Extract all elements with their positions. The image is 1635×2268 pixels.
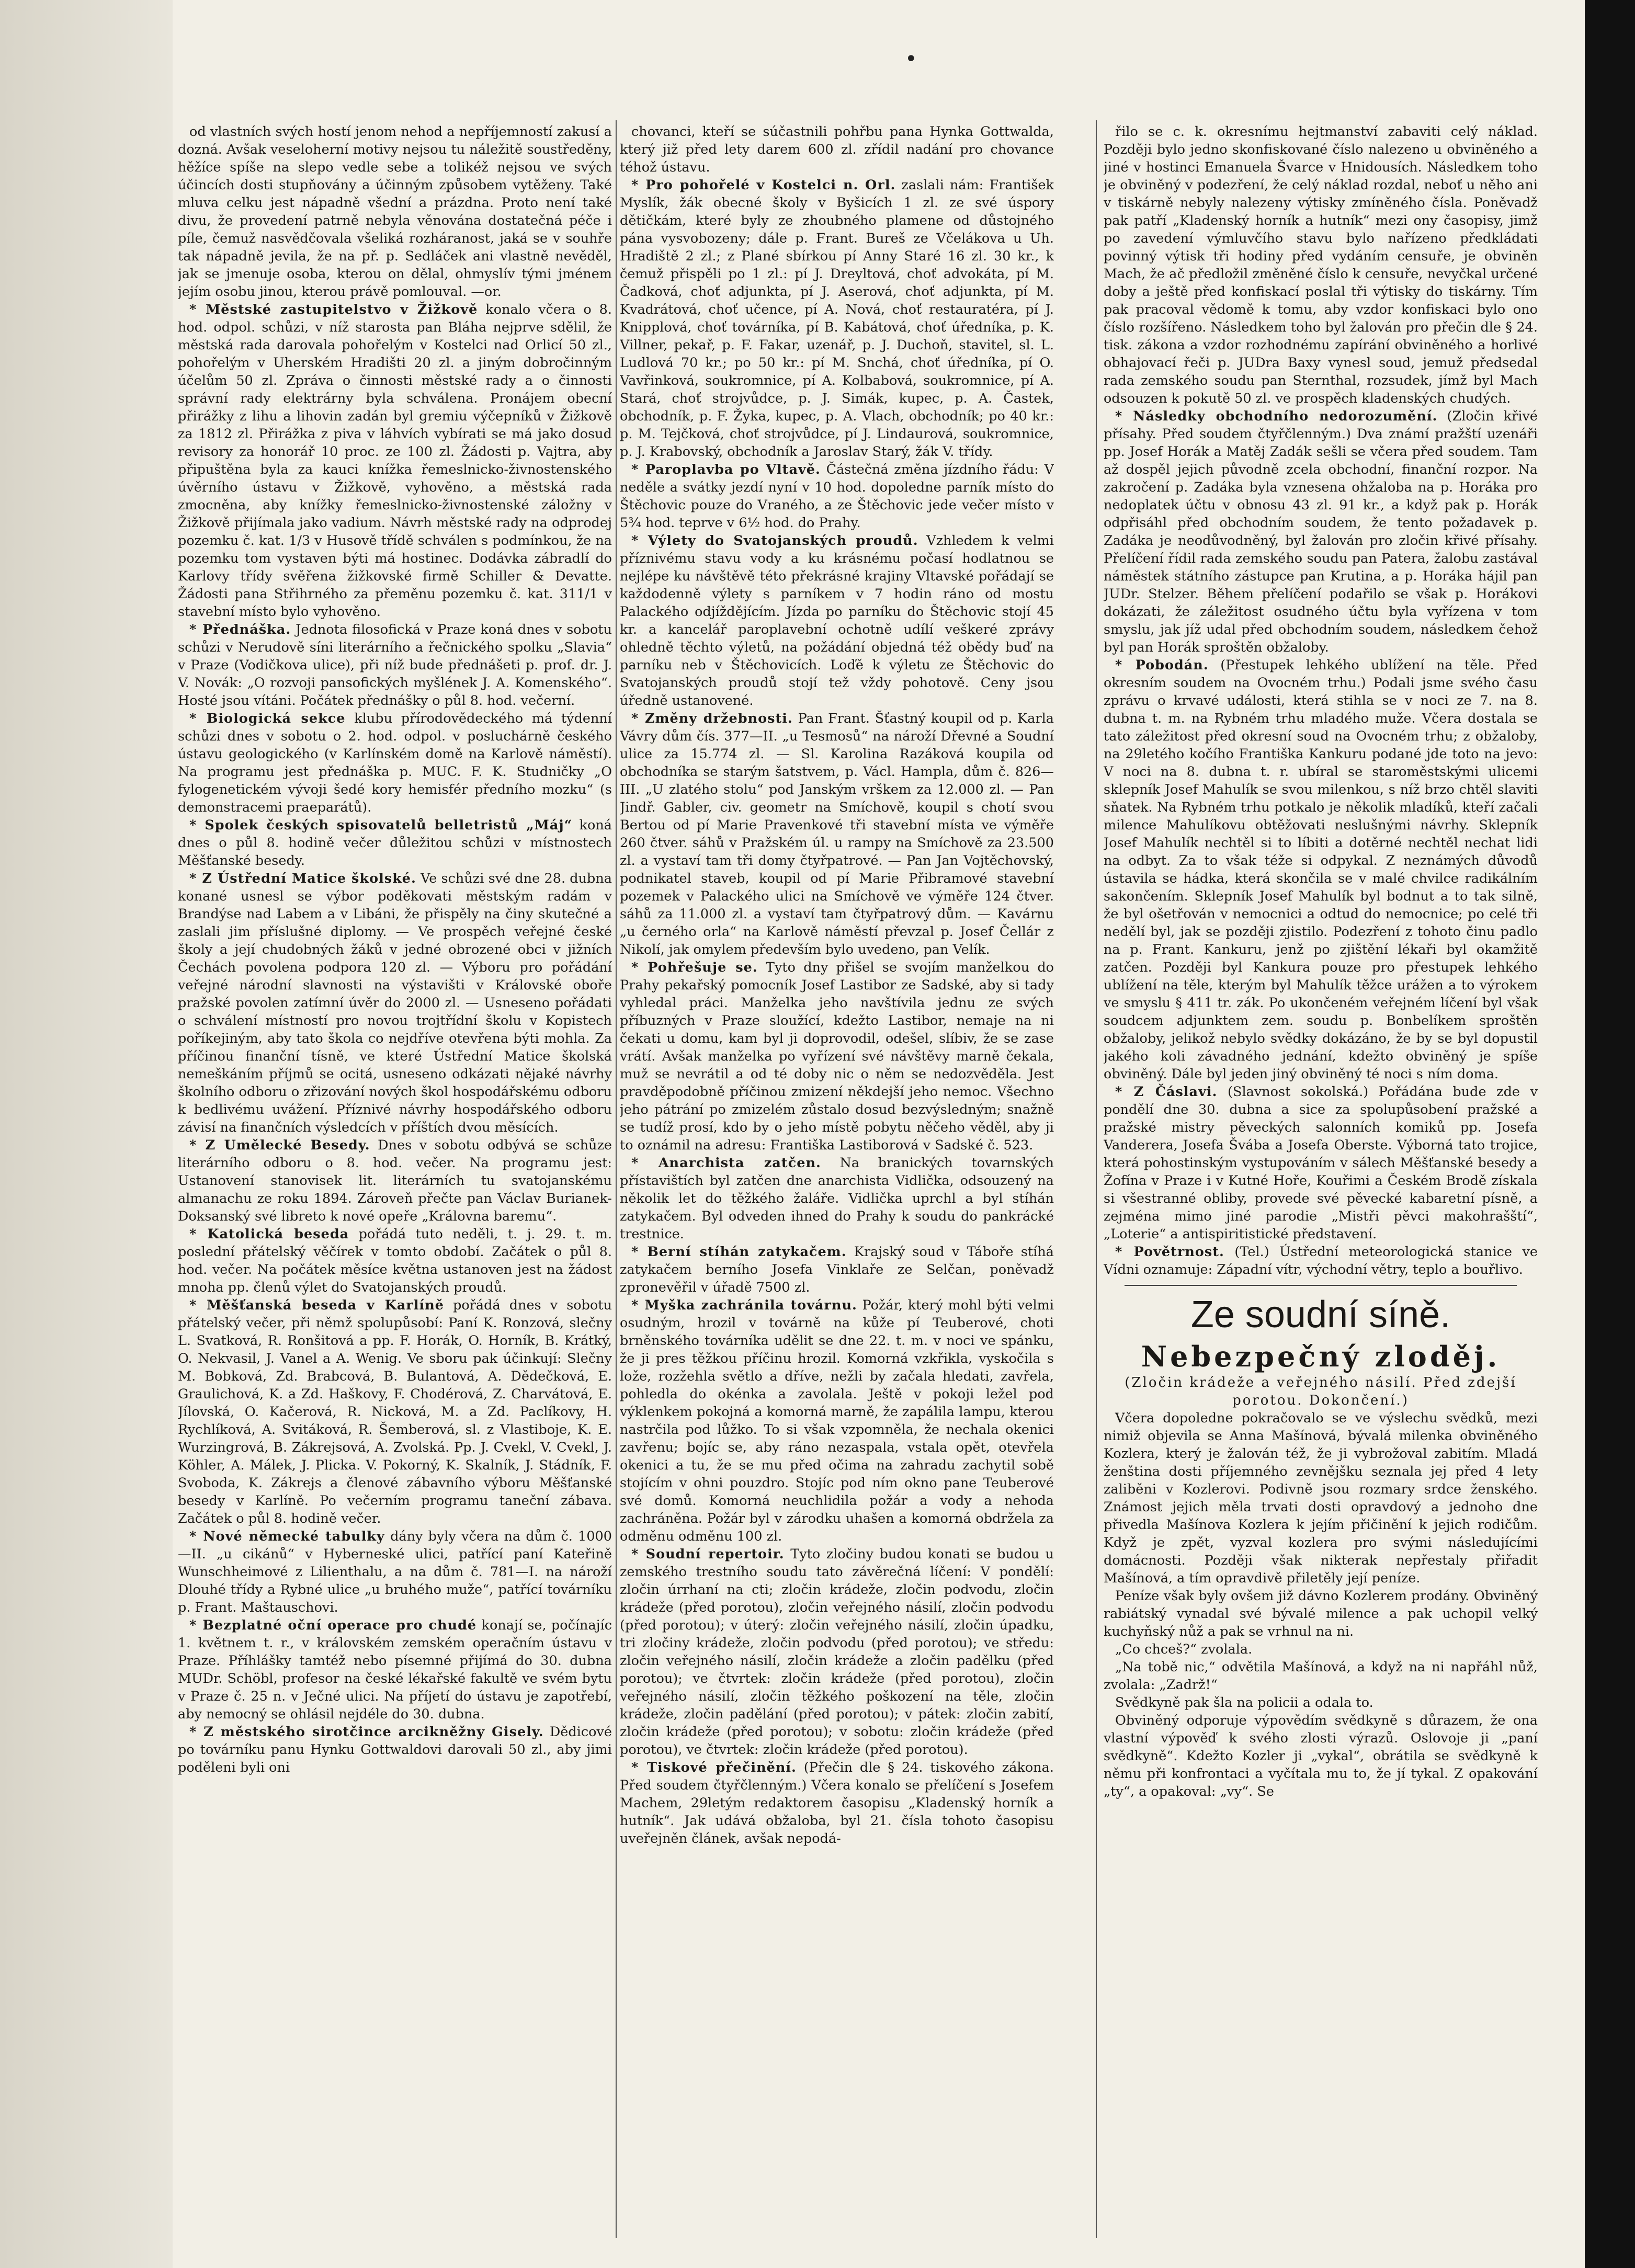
news-item-text: (Slavnost sokolská.) Pořádána bude zde v pondělí dne 30. dubna a sice za spolupůsobení pražské a pražské mistry pěveckých salonních komiků pp. Josefa Vanderera, Josefa Švába a Josefa Oberste. Výborná tato trojice, která pohostinským vystupováním v sálech Měšťanské besedy a Žofína v Praze i v Kutné Hoře, Kouřimi a Českém Brodě získala si všestranné obliby, provede své pěvecké kabaretní písně, a zejména mimo jiné parodie „Mistři pěvci makohrašští“, „Loterie“ a antispiritistické představení. — [1104, 1084, 1538, 1242]
news-item-paragraph — [178, 1616, 612, 1723]
news-item-headline: * Měšťanská beseda v Karlíně — [189, 1297, 444, 1313]
news-item-paragraph — [620, 1759, 1054, 1848]
court-subheading: (Zločin krádeže a veřejného násilí. Před zdejší porotou. Dokončení.) — [1125, 1375, 1517, 1408]
page-binding-edge — [0, 0, 173, 2268]
column-3 — [1104, 123, 1538, 2236]
news-item-paragraph — [620, 123, 1054, 176]
news-item-headline: * Z Ústřední Matice školské. — [189, 871, 416, 886]
news-item-paragraph — [178, 1225, 612, 1296]
news-item — [620, 532, 1054, 710]
news-item-paragraph — [178, 621, 612, 710]
news-item-paragraph — [178, 1723, 612, 1776]
news-item — [620, 1545, 1054, 1759]
news-item — [620, 959, 1054, 1154]
news-item — [178, 1296, 612, 1528]
news-item-paragraph — [1104, 123, 1538, 407]
news-item-paragraph — [620, 461, 1054, 532]
court-paragraph: Peníze však byly ovšem již dávno Kozlerem prodány. Obviněný rabiátský vynadal své bývalé milence a pak uchopil velký kuchyňský nůž a pak se vrhnul na ni. — [1104, 1588, 1538, 1639]
court-paragraph: Včera dopoledne pokračovalo se ve výslechu svědků, mezi nimiž objevila se Anna Mašínová, bývalá milenka obviněného Kozlera, který je žalován též, že ji vybrožoval zabitím. Mladá ženština dosti příjemného zevnějšku seznala jej před 4 lety zaliběni v Kozlerovi. Podivně jsou rozmary srdce ženského. Známost jejich měla trvati dosti opravdový a jednoho dne přivedla Mašínova Kozlera k jejím přičinění k jejich rodičům. Když je zpět, vyzval kozlera pro svými následujícími domácnosti. Později však nikterak nepřestaly přiřadit Mašínová, a tím opravdivě přiletěly její peníze. — [1104, 1410, 1538, 1586]
news-item-text: (Přestupek lehkého ublížení na těle. Před okresním soudem na Ovocném trhu.) Podali jsme svého času zprávu o krvavé události, která stihla se v noci ze 7. na 8. dubna t. m. na Rybném trhu mladého muže. Včera dostala se tato záležitost před okresní soud na Ovocném trhu; z obžaloby, na 29letého kočího Františka Kankuru podané jde toto na jevo: V noci na 8. dubna t. r. ubíral se staroměstskými ulicemi sklepník Josef Mahulík se svou milenkou, s níž brzo chtěl slaviti sňatek. Na Rybném trhu potkalo je několik mladíků, kteří začali milence Mahulíkovu obtěžovati neslušnými návrhy. Sklepník Josef Mahulík nechtěl si to líbiti a dotěrné nechtěl nechat lidi na odbyt. Za to však téže si odpykal. Z neznámých důvodů ústavila se hádka, která skončila se v malé chvilce radikálním sakončením. Sklepník Josef Mahulík byl bodnut a to tak silně, že byl ošetřován v nemocnici a odtud do nemocnice; po celé tři nedělí byl, jak se později zjistilo. Podezření z tohoto činu padlo na p. Frant. Kankuru, jenž po zjištění lékaři byl okamžitě zatčen. Později byl Kankura pouze pro přestupek lehkého ublížení na těle, kterým byl Mahulík těžce urážen a to výrokem ve smyslu § 411 tr. zák. Po ukončeném veřejném líčení byl však soudcem adjunktem zem. soudu p. Bonbelíkem sproštěn obžaloby, jelikož nebylo svědky dokázáno, že by se byl dopustil jakého koli závadného jednání, kdežto obviněný je spíše obviněný. Dále byl jeden jiný obviněný té noci s ním doma. — [1104, 657, 1538, 1082]
news-item-paragraph — [620, 532, 1054, 710]
news-item-headline: * Soudní repertoir. — [631, 1546, 785, 1562]
news-item-headline: * Z městského sirotčince arcikněžny Gisely. — [189, 1724, 544, 1740]
news-item-headline: * Přednáška. — [189, 622, 291, 637]
news-item-text: od vlastních svých hostí jenom nehod a nepříjemností zakusí a dozná. Avšak veseloherní motivy nejsou tu náležitě soustředěny, hěžíce spíše na slepo vedle sebe a tolikéž nejsou ve svých účincích dosti stupňovány a účinným způsobem vytěženy. Také mluva celku jest nápadně všední a prázdna. Proto není také divu, že provedení patrně nebyla věnována dostatečná péče i píle, čemuž nasvědčovala všeliká rozháranost, jaká se v souhře tak nápadně jevila, že na př. p. Sedláček ani vlastně nevěděl, jak se jmenuje osoba, kterou on dělal, ohmyslív tými jménem jejím osobu jinou, kterou právě pomlouval. —or. — [178, 124, 612, 300]
news-item-text: koná dnes o půl 8. hodině večer důležitou schůzi v místnostech Měšťanské besedy. — [178, 817, 612, 869]
news-item-text: Ve schůzi své dne 28. dubna konané usnesl se výbor poděkovati městským radám v Brandýse nad Labem a v Libáni, že přispěly na činy skutečné a zaslali jim příslušné diplomy. — Ve prospěch veřejné české školy a její chudobných žáků v jedné obrozené obci v jižních Čechách povolena podpora 120 zl. — Výboru pro pořádání veřejné národní slavnosti na výstavišti v Královské oboře pražské povolen zatímní úvěr do 2000 zl. — Usneseno pořádati o schválení místností pro novou trojtřídní školu v Kopistech poříkejiným, aby tato škola co nejdříve otevřena býti mohla. Za příčinou finanční tísně, ve které Ústřední Matice školská nemeškáním příjmů se ocitá, usneseno odkázati nějaké návrhy školního odboru o zřizování nových škol hospodářskému odboru k bedlivému uvážení. Příznivé návrhy hospodářského odboru závisí na finančních výsledcích v příštích dvou měsících. — [178, 871, 612, 1135]
news-item-paragraph — [178, 870, 612, 1136]
news-item — [178, 710, 612, 816]
news-item-paragraph — [1104, 1083, 1538, 1243]
news-item — [620, 461, 1054, 532]
court-paragraph: „Na tobě nic,“ odvětila Mašínová, a když na ni napřáhl nůž, zvolala: „Zadrž!“ — [1104, 1659, 1538, 1693]
news-item-headline: * Berní stíhán zatykačem. — [631, 1244, 847, 1260]
news-item-paragraph — [178, 710, 612, 816]
news-item-paragraph — [620, 1296, 1054, 1545]
column-rule — [616, 120, 617, 2238]
news-item-paragraph — [178, 816, 612, 870]
news-item-text: Částečná změna jízdního řádu: V neděle a svátky jezdí nyní v 10 hod. dopoledne parník místo do Štěchovic pouze do Vraného, a ze Štěchovic jede večer místo v 5¾ hod. teprve v 6½ hod. do Prahy. — [620, 462, 1054, 531]
news-item — [1104, 656, 1538, 1083]
news-item-paragraph — [620, 959, 1054, 1154]
news-item-paragraph — [1104, 1243, 1538, 1279]
news-item — [178, 123, 612, 301]
news-item-headline: * Nové německé tabulky — [189, 1529, 385, 1544]
news-item-headline: * Povětrnost. — [1115, 1244, 1224, 1260]
column-rule — [1096, 120, 1097, 2238]
news-item-text: pořádá dnes v sobotu přátelský večer, při němž spolupůsobí: Paní K. Ronzová, slečny L. Svatková, R. Ronšitová a pp. F. Horák, O. Horník, B. Krátký, O. Nekvasil, J. Vanel a A. Wenig. Ve sboru pak účinkují: Slečny M. Bobková, Zd. Brabcová, B. Bulantová, A. Dědečková, E. Graulichová, K. a Zd. Haškovy, F. Chodérová, Z. Charvátová, E. Jílovská, O. Kačerová, R. Nicková, M. a Zd. Paclíkovy, H. Rychlíková, A. Svitáková, R. Šemberová, sl. z Vlastiboje, K. E. Wurzingrová, B. Zákrejsová, A. Zvolská. Pp. J. Cvekl, V. Cvekl, J. Köhler, A. Málek, J. Plicka. V. Pokorný, K. Skalník, J. Stádník, F. Svoboda, K. Zákrejs a členové zábavního výboru Měšťanské besedy v Karlíně. Po večerním programu taneční zábava. Začátek o půl 8. hodině večer. — [178, 1297, 612, 1526]
news-item — [178, 870, 612, 1136]
news-item-headline: * Následky obchodního nedorozumění. — [1115, 408, 1438, 424]
news-item — [178, 1616, 612, 1723]
news-item-paragraph — [1104, 407, 1538, 656]
news-item-paragraph — [620, 1243, 1054, 1296]
news-item — [620, 710, 1054, 959]
news-item-headline: * Spolek českých spisovatelů belletristů „Máj“ — [189, 817, 573, 833]
news-item-text: Tyto dny přišel se svojím manželkou do Prahy pekařský pomocník Josef Lastibor ze Sadské, aby si tady vyhledal práci. Manželka jeho navštívila jednu ze svých příbuzných v Praze sloužící, kdežto Lastibor, nemaje na ni čekati u domu, kam byl ji doprovodil, odešel, slíbiv, že se zase vrátí. Avšak manželka po vyřízení své návštěvy marně čekala, muž se nevrátil a od té doby nic o něm se nedozvěděla. Jest pravděpodobně příčinou zmizení někdejší jeho nemoc. Všechno jeho pátrání po zmizelém zůstalo dosud bezvýsledným; snažně se tudíž prosí, kdo by o jeho místě pobytu něčeho věděl, aby ji to oznámil na adresu: Františka Lastiborová v Sadské č. 523. — [620, 960, 1054, 1153]
news-item-headline: * Z Umělecké Besedy. — [189, 1137, 370, 1153]
section-divider — [1125, 1285, 1517, 1286]
court-article-body — [1104, 1409, 1538, 1800]
page-mark: • — [905, 47, 917, 71]
news-item — [620, 1296, 1054, 1545]
news-item-paragraph — [620, 710, 1054, 959]
news-item-text: Vzhledem k velmi příznivému stavu vody a ku krásnému počasí hodlatnou se nejlépe ku návštěvě této překrásné krajiny Vltavské pořádají se každodenně výlety s parníkem v 7 hodin ráno od mostu Palackého odjíždějícím. Jízda po parníku do Štěchovic stojí 45 kr. a kancelář paroplavební ochotně udílí veškeré zprávy ohledně těchto výletů, na požádání objedná též obědy buď na parníku neb v Štěchovicích. Loďě k výletu ze Štěchovic do Svatojanských proudů stojí tež vždy pohotově. Ceny jsou úředně ustanovené. — [620, 533, 1054, 709]
news-item-headline: * Tiskové přečinění. — [631, 1760, 797, 1775]
section-title: Ze soudní síně. — [1190, 1294, 1451, 1336]
news-item — [1104, 407, 1538, 656]
news-item-text: Dědicové po továrníku panu Hynku Gottwaldovi darovali 50 zl., aby jimi poděleni byli oni — [178, 1724, 612, 1775]
news-item-text: (Tel.) Ústřední meteorologická stanice ve Vídni oznamuje: Západní vítr, východní větry, teplo a bouřlivo. — [1104, 1244, 1538, 1278]
court-paragraph: Obviněný odporuje výpovědím svědkyně s důrazem, že ona vlastní výpověď k svého zlosti výrazů. Oslovoje ji „paní svědkyně“. Kdežto Kozler ji „vykal“, obrátila se svědkyně k němu při konfrontaci a vyčítala mu to, že jí tykal. Z opakování „ty“, a opakoval: „vy“. Se — [1104, 1713, 1538, 1799]
news-item-headline: * Pobodán. — [1115, 657, 1209, 673]
news-item-text: Požár, který mohl býti velmi osudným, hrozil v továrně na kůže pí Teuberové, choti brněnského továrníka udělit se dne 22. t. m. v noci ve spánku, že ji pres těžkou příčinu hrozil. Komorná vzkřikla, vyskočila s lože, rozžehla světlo a dříve, nežli by začala hledati, zavřela, pohledla do okénka a zavolala. Ještě v pokoji ležel pod výklenkem pokojná a komorná marně, že zapálila lampu, kterou nastrčila pod lůžko. To si však vzpomněla, že nechala okenici zavřenu; bojíc se, aby ráno nezaspala, vstala opět, otevřela okenici a tu, že se mu před očima na zahradu zachytil sobě stojícím v ohni pouzdro. Stojíc pod ním okno pane Teuberové své domů. Komorná neuchlidila požár a vody a nehoda zachráněna. Požár byl v zárodku uhašen a komorná obdržela za odměnu odměnu 100 zl. — [620, 1297, 1054, 1544]
news-item-headline: * Změny držebnosti. — [631, 711, 793, 726]
news-item-paragraph — [178, 1136, 612, 1225]
news-item-text: (Zločin křivé přísahy. Před soudem čtyřčlenným.) Dva známí pražští uzenáři pp. Josef Horák a Matěj Zadák sešli se včera před soudem. Tam až dospěl jejich původně zcela obchodní, finanční rozpor. Na zakročení p. Zadáka byla vznesena ohžaloba na p. Horáka pro nedoplatek účtu v obnosu 43 zl. 91 kr., a když pak p. Horák odpřisáhl před obchodním soudem, že tento požadavek p. Zadáka je neodůvodněný, byl žalován pro zločin křivé přísahy. Přelíčení řídil rada zemského soudu pan Patera, žalobu zastával náměstek státního zástupce pan Krutina, a p. Horáka hájil pan JUDr. Stelzer. Během přelíčení podařilo se však p. Horákovi dokázati, že záležitost osudného účtu byla vyřízena v tom smyslu, jak jíž udal před obchodním soudem, následkem čehož byl pan Horák sproštěn obžaloby. — [1104, 408, 1538, 655]
news-item — [178, 816, 612, 870]
news-item-paragraph — [178, 1528, 612, 1616]
news-item — [178, 621, 612, 710]
news-item-headline: * Myška zachránila továrnu. — [631, 1297, 857, 1313]
court-headline: Nebezpečný zloděj. — [1141, 1340, 1501, 1373]
news-item — [178, 301, 612, 621]
news-item-text: konají se, počínajíc 1. květnem t. r., v královském zemském operačním ústavu v Praze. Příhlášky tamtéž nebo písemné přijímá do 30. dubna MUDr. Schöbl, profesor na české lékařské fakultě ve svém bytu v Praze č. 25 n. v Ječné ulici. Na příjetí do ústavu je zapotřebí, aby nemocný se ohlásil nejdéle do 30. dubna. — [178, 1617, 612, 1722]
news-item — [178, 1528, 612, 1616]
news-item-text: konalo včera o 8. hod. odpol. schůzi, v níž starosta pan Bláha nejprve sdělil, že městská rada darovala pohořelým v Kostelci nad Orlicí 50 zl., pohořelým v Uherském Hradišti 20 zl. a jiným dobročinným účelům 50 zl. Zpráva o činnosti městské rady a o činnosti správní rady elektrárny byla schválena. Pronájem obecní přirážky z lihu a lihovin zadán byl gremiu výčepníků v Žižkově za 1812 zl. Přirážka z piva v láhvích vybírati se má jako dosud revisory za honorář 10 proc. ze 100 zl. Žádosti p. Vajtra, aby připuštěna byla za kauci knížka řemeslnicko-živnostenského úvěrního ústavu v Žižkově, vyhověno, a městská rada zmocněna, aby knížky řemeslnicko-živnostenské záložny v Žižkově přijímala jako vadium. Návrh městské rady na odprodej pozemku č. kat. 1/3 v Husově třídě schválen s podmínkou, že na pozemku tom vystaven býti má hostinec. Dodávka zábradlí do Karlovy třídy svěřena žižkovské firmě Schiller & Devatte. Žádosti pana Střihrného za přeměnu pozemku č. kat. 311/1 v stavební místo bylo vyhověno. — [178, 302, 612, 620]
news-item-headline: * Z Čáslavi. — [1115, 1084, 1218, 1100]
news-item-text: Jednota filosofická v Praze koná dnes v sobotu schůzi v Nerudově síni literárního a řečnického spolku „Slavia“ v Praze (Vodičkova ulice), při níž bude přednášeti p. prof. dr. J. V. Novák: „O rozvoji pansofických myšlének J. A. Komenského“. Hosté jsou vítáni. Počátek přednášky o půl 8. hod. večerní. — [178, 622, 612, 709]
news-item — [1104, 123, 1538, 407]
news-item-text: řilo se c. k. okresnímu hejtmanství zabaviti celý náklad. Později bylo jedno skonfiskované číslo nalezeno u obviněného a jiné v hostinci Emanuela Švarce v Hnidousích. Následkem toho je obviněný v podezření, že celý náklad rozdal, neboť u něho ani v tiskárně nebyly nalezeny výtisky zmíněného čísla. Poněvadž pak patří „Kladenský horník a hutník“ mezi ony časopisy, jimž po zavedení výmluvčího stavu bylo nařízeno předkládati povinný výtisk tři hodiny před vydáním censuře, je obviněn Mach, že ač předložil změněné číslo k censuře, nevyčkal určené doby a ještě před konfiskací poslal tři výtisky do tiskárny. Tím pak pracoval vědomě k tomu, aby vzdor konfiskaci bylo ono číslo rozšířeno. Následkem toho byl žalován pro přečin dle § 24. tisk. zákona a vzdor rozhodnému zapírání obviněného a horlivé obhajovací řeči p. JUDra Baxy vynesl soud, jemuž předsedal rada zemského soudu pan Sternthal, rozsudek, jímž byl Mach odsouzen k pokutě 50 zl. ve prospěch kladenských chudých. — [1104, 124, 1538, 406]
column-1 — [178, 123, 612, 2236]
court-paragraph: „Co chceš?“ zvolala. — [1115, 1642, 1253, 1657]
news-item — [620, 1243, 1054, 1296]
news-item-headline: * Pro pohořelé v Kostelci n. Orl. — [631, 177, 896, 193]
news-item-text: dány byly včera na dům č. 1000—II. „u cikánů“ v Hyberneské ulici, patřící paní Kateřině Wunschheimové z Lilienthalu, a na dům č. 781—I. na nároží Dlouhé třídy a Rybné ulice „u bruhého muže“, patřící továrníku p. Frant. Maštauschovi. — [178, 1529, 612, 1615]
news-item-text: Pan Frant. Šťastný koupil od p. Karla Vávry dům čís. 377—II. „u Tesmosů“ na nároží Dřevné a Soudní ulice za 15.774 zl. — Sl. Karolina Razáková koupila od obchodníka se starým šatstvem, p. Václ. Hampla, dům č. 826—III. „U zlatého stolu“ pod Janským vrškem za 12.000 zl. — Pan Jindř. Gabler, civ. geometr na Smíchově, koupil s chotí svou Bertou od pí Marie Pravenkové tři stavební místa ve výměře 260 čtver. sáhů v Pražském úl. u rampy na Smíchově za 23.500 zl. a vystaví tam tři domy čtyřpatrové. — Pan Jan Vojtěchovský, podnikatel staveb, koupil od pí Marie Přibramové stavební pozemek v Palackého ulici na Smíchově ve výměře 124 čtver. sáhů za 11.000 zl. a vystaví tam čtyřpatrový dům. — Kavárnu „u černého orla“ na Karlově náměstí převzal p. Josef Čellár z Nikolí, jak omylem především bylo uvedeno, pan Velík. — [620, 711, 1054, 958]
news-item-text: klubu přírodovědeckého má týdenní schůzi dnes v sobotu o 2. hod. odpol. v posluchárně českého ústavu geologického (v Karlínském domě na Karlově náměstí). Na programu jest přednáška p. MUC. F. K. Studničky „O fylogenetickém vývoji šedé kory hemisfér předního mozku“ (s demonstracemi praeparátů). — [178, 711, 612, 815]
news-item — [620, 1154, 1054, 1243]
news-item-text: Krajský soud v Táboře stíhá zatykačem berního Josefa Vinklaře ze Selčan, poněvadž zpronevěřil v úřadě 7500 zl. — [620, 1244, 1054, 1295]
news-item-text: zaslali nám: František Myslík, žák obecné školy v Byšicích 1 zl. ze své úspory dětičkám, které byly ze zhoubného plamene od důstojného pána vysvobozeny; dále p. Frant. Bureš ze Včelákova u Uh. Hradiště 2 zl.; z Plané sbírkou pí Anny Staré 16 zl. 30 kr., k čemuž přispěli po 1 zl.: pí J. Dreyltová, choť advokáta, pí M. Čadková, choť adjunkta, pí J. Aserová, choť adjunkta, pí M. Kvadrátová, choť učence, pí A. Nová, choť restauratéra, pí J. Knipplová, choť továrníka, pí B. Kabátová, choť úředníka, p. K. Villner, pekař, p. F. Fakar, uzenář, p. J. Duchoň, stavitel, sl. L. Ludlová 70 kr.; po 50 kr.: pí M. Snchá, choť úředníka, pí O. Vavřinková, soukromnice, pí A. Kolbabová, soukromnice, pí A. Stará, choť strojvůdce, p. J. Simák, kupec, p. A. Častek, obchodník, p. F. Žyka, kupec, p. A. Vlach, obchodník; po 40 kr.: p. M. Tejčková, choť strojvůdce, pí J. Lindaurová, soukromnice, p. J. Krabovský, obchodník a Jaroslav Starý, žák V. třídy. — [620, 177, 1054, 460]
news-item — [620, 123, 1054, 176]
news-item-headline: * Bezplatné oční operace pro chudé — [189, 1617, 477, 1633]
news-item-text: (Přečin dle § 24. tiskového zákona. Před soudem čtyřčlenným.) Včera konalo se přelíčení s Josefem Machem, 29letým redaktorem časopisu „Kladenský horník a hutník“. Jak udává obžaloba, byl 21. čísla tohoto časopisu uveřejněn článek, avšak nepodá- — [620, 1760, 1054, 1847]
news-item-headline: * Biologická sekce — [189, 711, 346, 726]
news-item — [1104, 1083, 1538, 1243]
news-item-paragraph — [178, 1296, 612, 1528]
news-item-headline: * Výlety do Svatojanských proudů. — [631, 533, 918, 549]
news-item-headline: * Paroplavba po Vltavě. — [631, 462, 821, 477]
news-item-headline: * Katolická beseda — [189, 1226, 349, 1242]
news-item-text: Tyto zločiny budou konati se budou u zemského trestního soudu tato závěrečná líčení: V pondělí: zločin úrrhaní na cti; zločin krádeže, zločin podvodu, zločin krádeže (před porotou), zločin veřejného násilí, zločin podvodu (před porotou); v úterý: zločin veřejného násilí, zločin úpadku, tri zločiny krádeže, zločin podvodu (před porotou); ve středu: zločin veřejného násilí, zločin krádeže a zločin padělku (před porotou); ve čtvrtek: zločin krádeže (před porotou), zločin veřejného násilí, zločin těžkého poškození na těle, zločin krádeže, zločin padělání (před porotou); v pátek: zločin zabití, zločin krádeže (před porotou); v sobotu: zločin krádeže (před porotou), ve čtvrtek: zločin krádeže (před porotou). — [620, 1546, 1054, 1758]
court-paragraph: Svědkyně pak šla na policii a odala to. — [1115, 1695, 1373, 1711]
news-item-text: chovanci, kteří se súčastnili pohřbu pana Hynka Gottwalda, který již před lety darem 600 zl. zřídil nadání pro chovance téhož ústavu. — [620, 124, 1054, 175]
page-scan-edge — [1585, 0, 1635, 2268]
news-item-paragraph — [620, 1154, 1054, 1243]
news-item-headline: * Pohřešuje se. — [631, 960, 758, 975]
column-2 — [620, 123, 1054, 2236]
news-item — [1104, 1243, 1538, 1279]
news-item-text: Na branických tovarnských přístavištích byl zatčen dne anarchista Vidlička, odsouzený na několik let do těžkého žaláře. Vidlička uprchl a byl stíhán zatykačem. Byl odveden ihned do Prahy k soudu do pankrácké trestnice. — [620, 1155, 1054, 1242]
news-item — [620, 176, 1054, 461]
news-item-headline: * Městské zastupitelstvo v Žižkově — [189, 302, 478, 317]
column-3-articles — [1104, 123, 1538, 1279]
news-item — [178, 1723, 612, 1776]
news-item — [178, 1225, 612, 1296]
news-item-paragraph — [178, 123, 612, 301]
news-item — [178, 1136, 612, 1225]
news-item — [620, 1759, 1054, 1848]
news-item-text: Dnes v sobotu odbývá se schůze literárního odboru o 8. hod. večer. Na programu jest: Ustanovení stanovisek lit. literárních tu svatojanskému almanachu ze roku 1894. Zároveň přečte pan Václav Burianek-Doksanský své libreto k nové opeře „Královna baremu“. — [178, 1137, 612, 1224]
news-item-paragraph — [620, 1545, 1054, 1759]
news-item-text: pořádá tuto neděli, t. j. 29. t. m. poslední přátelský věčírek v tomto období. Začátek o půl 8. hod. večer. Na počátek měsíce května ustanoven jest na žádost mnoha pp. členů výlet do Svatojanských proudů. — [178, 1226, 612, 1295]
news-item-paragraph — [620, 176, 1054, 461]
news-item-paragraph — [1104, 656, 1538, 1083]
news-item-paragraph — [178, 301, 612, 621]
news-item-headline: * Anarchista zatčen. — [631, 1155, 821, 1171]
